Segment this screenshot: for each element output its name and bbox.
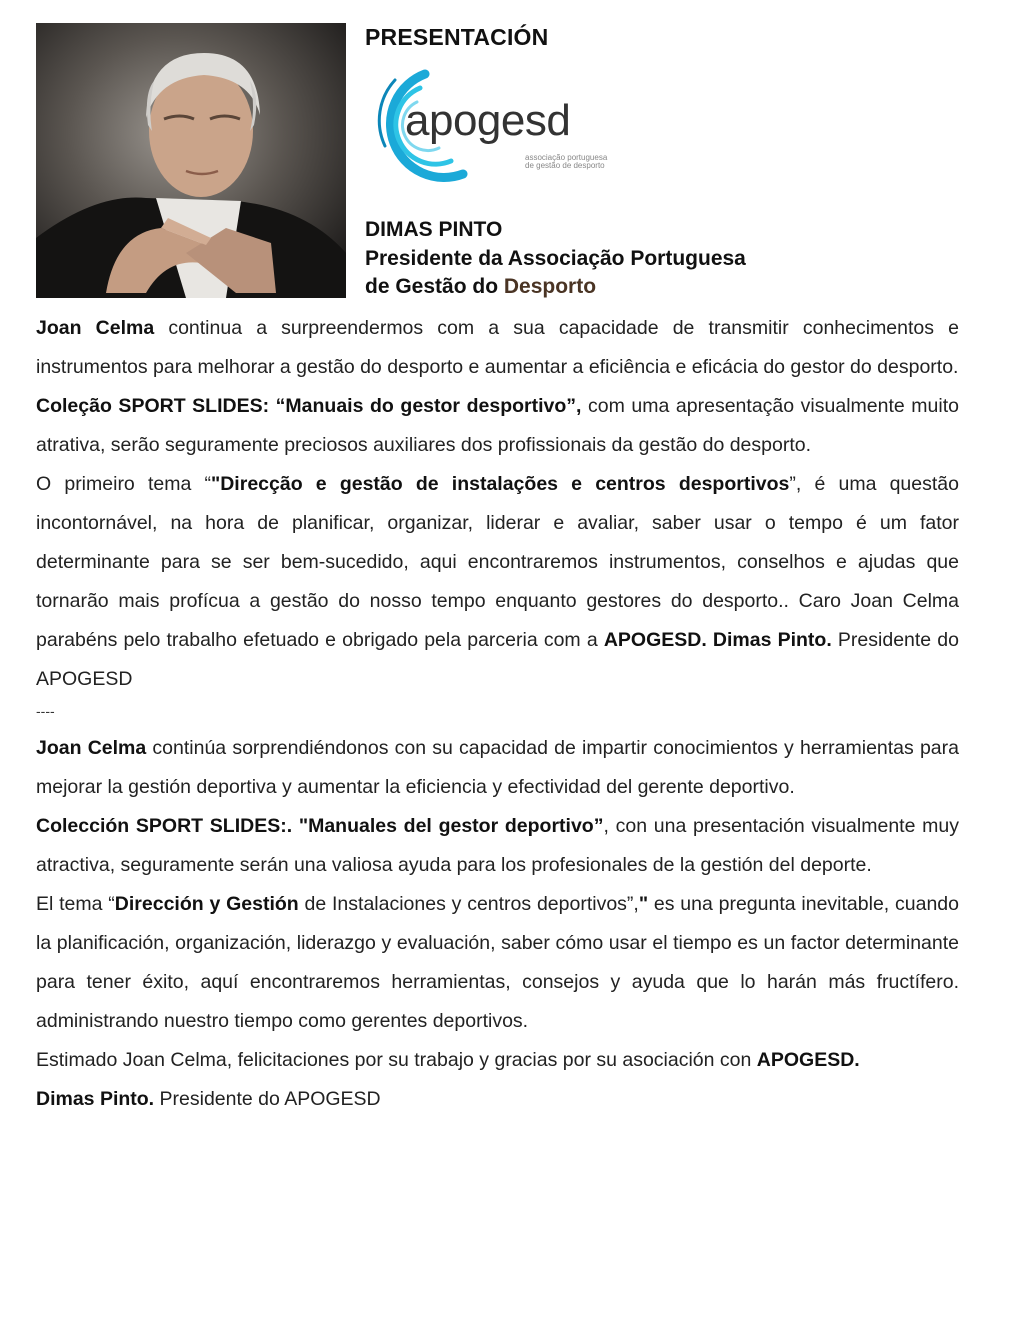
bold-text: Dirección y Gestión: [114, 893, 299, 915]
bold-text: Coleção SPORT SLIDES: “Manuais do gestor desportivo”,: [36, 395, 582, 417]
separator: ----: [36, 703, 55, 719]
body-text: O primeiro tema “: [36, 473, 211, 495]
presenter-role-prefix: de Gestão do: [365, 275, 504, 298]
document-body: [36, 309, 959, 1119]
page-title: PRESENTACIÓN: [365, 24, 549, 50]
body-text: , con una presentación visualmente muy atractiva, seguramente serán una valiosa ayuda para los profesionales de la gestión del deporte.: [36, 815, 959, 876]
bold-text: "Direcção e gestão de instalações e centros desportivos: [210, 473, 790, 495]
apogesd-logo: [365, 66, 615, 196]
logo-subtitle: associação portuguesa de gestão de desporto: [525, 153, 608, 170]
portrait-photo: [36, 23, 346, 298]
pt-paragraph-2: [36, 387, 959, 465]
es-paragraph-4: [36, 1041, 959, 1119]
body-text: Estimado Joan Celma, felicitaciones por su trabajo y gracias por su asociación con: [36, 1049, 757, 1071]
presenter-block: [365, 216, 746, 302]
bold-text: Colección SPORT SLIDES:. "Manuales del gestor deportivo”: [36, 815, 604, 837]
presenter-role-accent: Desporto: [503, 275, 597, 298]
body-text: de Instalaciones y centros deportivos”,: [298, 893, 639, 915]
body-text: es una pregunta inevitable, cuando la planificación, organización, liderazgo y evaluación, saber cómo usar el tiempo es un factor determinante para tener éxito, aquí encontraremos herramientas, consejos y ayuda que lo harán más fructífero. administrando nuestro tiempo como gerentes deportivos.: [36, 893, 959, 1032]
body-text: El tema “: [36, 893, 115, 915]
bold-text: APOGESD.: [756, 1049, 860, 1071]
bold-text: Joan Celma: [36, 737, 147, 759]
pt-paragraph-1: [36, 309, 959, 387]
body-text: continúa sorprendiéndonos con su capacidad de impartir conocimientos y herramientas para mejorar la gestión deportiva y aumentar la eficiencia y efectividad del gerente deportivo.: [36, 737, 959, 798]
bold-text: APOGESD. Dimas Pinto.: [603, 629, 832, 651]
es-paragraph-1: [36, 729, 959, 807]
es-paragraph-2: [36, 807, 959, 885]
es-paragraph-3: [36, 885, 959, 1041]
logo-wordmark: apogesd: [405, 96, 571, 145]
presenter-role-line2: [365, 273, 746, 302]
body-text: com uma apresentação visualmente muito atrativa, serão seguramente preciosos auxiliares dos profissionais da gestão do desporto.: [36, 395, 959, 456]
bold-text: ": [638, 893, 649, 915]
bold-text: Dimas Pinto.: [36, 1088, 155, 1110]
bold-text: Joan Celma: [36, 317, 155, 339]
body-text: ”, é uma questão incontornável, na hora de planificar, organizar, liderar e avaliar, saber usar o tempo é um fator determinante para se ser bem-sucedido, aqui encontraremos instrumentos, conselhos e ajudas que tornarão mais profícua a gestão do nosso tempo enquanto gestores do desporto.. Caro Joan Celma parabéns pelo trabalho efetuado e obrigado pela parceria com a: [36, 473, 959, 651]
presenter-role-line1: Presidente da Associação Portuguesa: [365, 246, 746, 270]
pt-paragraph-3: [36, 465, 959, 699]
body-text: Presidente do APOGESD: [36, 629, 959, 690]
presenter-name: DIMAS PINTO: [365, 218, 503, 241]
body-text: Presidente do APOGESD: [154, 1088, 381, 1110]
body-text: continua a surpreendermos com a sua capacidade de transmitir conhecimentos e instrumentos para melhorar a gestão do desporto e aumentar a eficiência e eficácia do gestor do desporto.: [36, 317, 959, 378]
